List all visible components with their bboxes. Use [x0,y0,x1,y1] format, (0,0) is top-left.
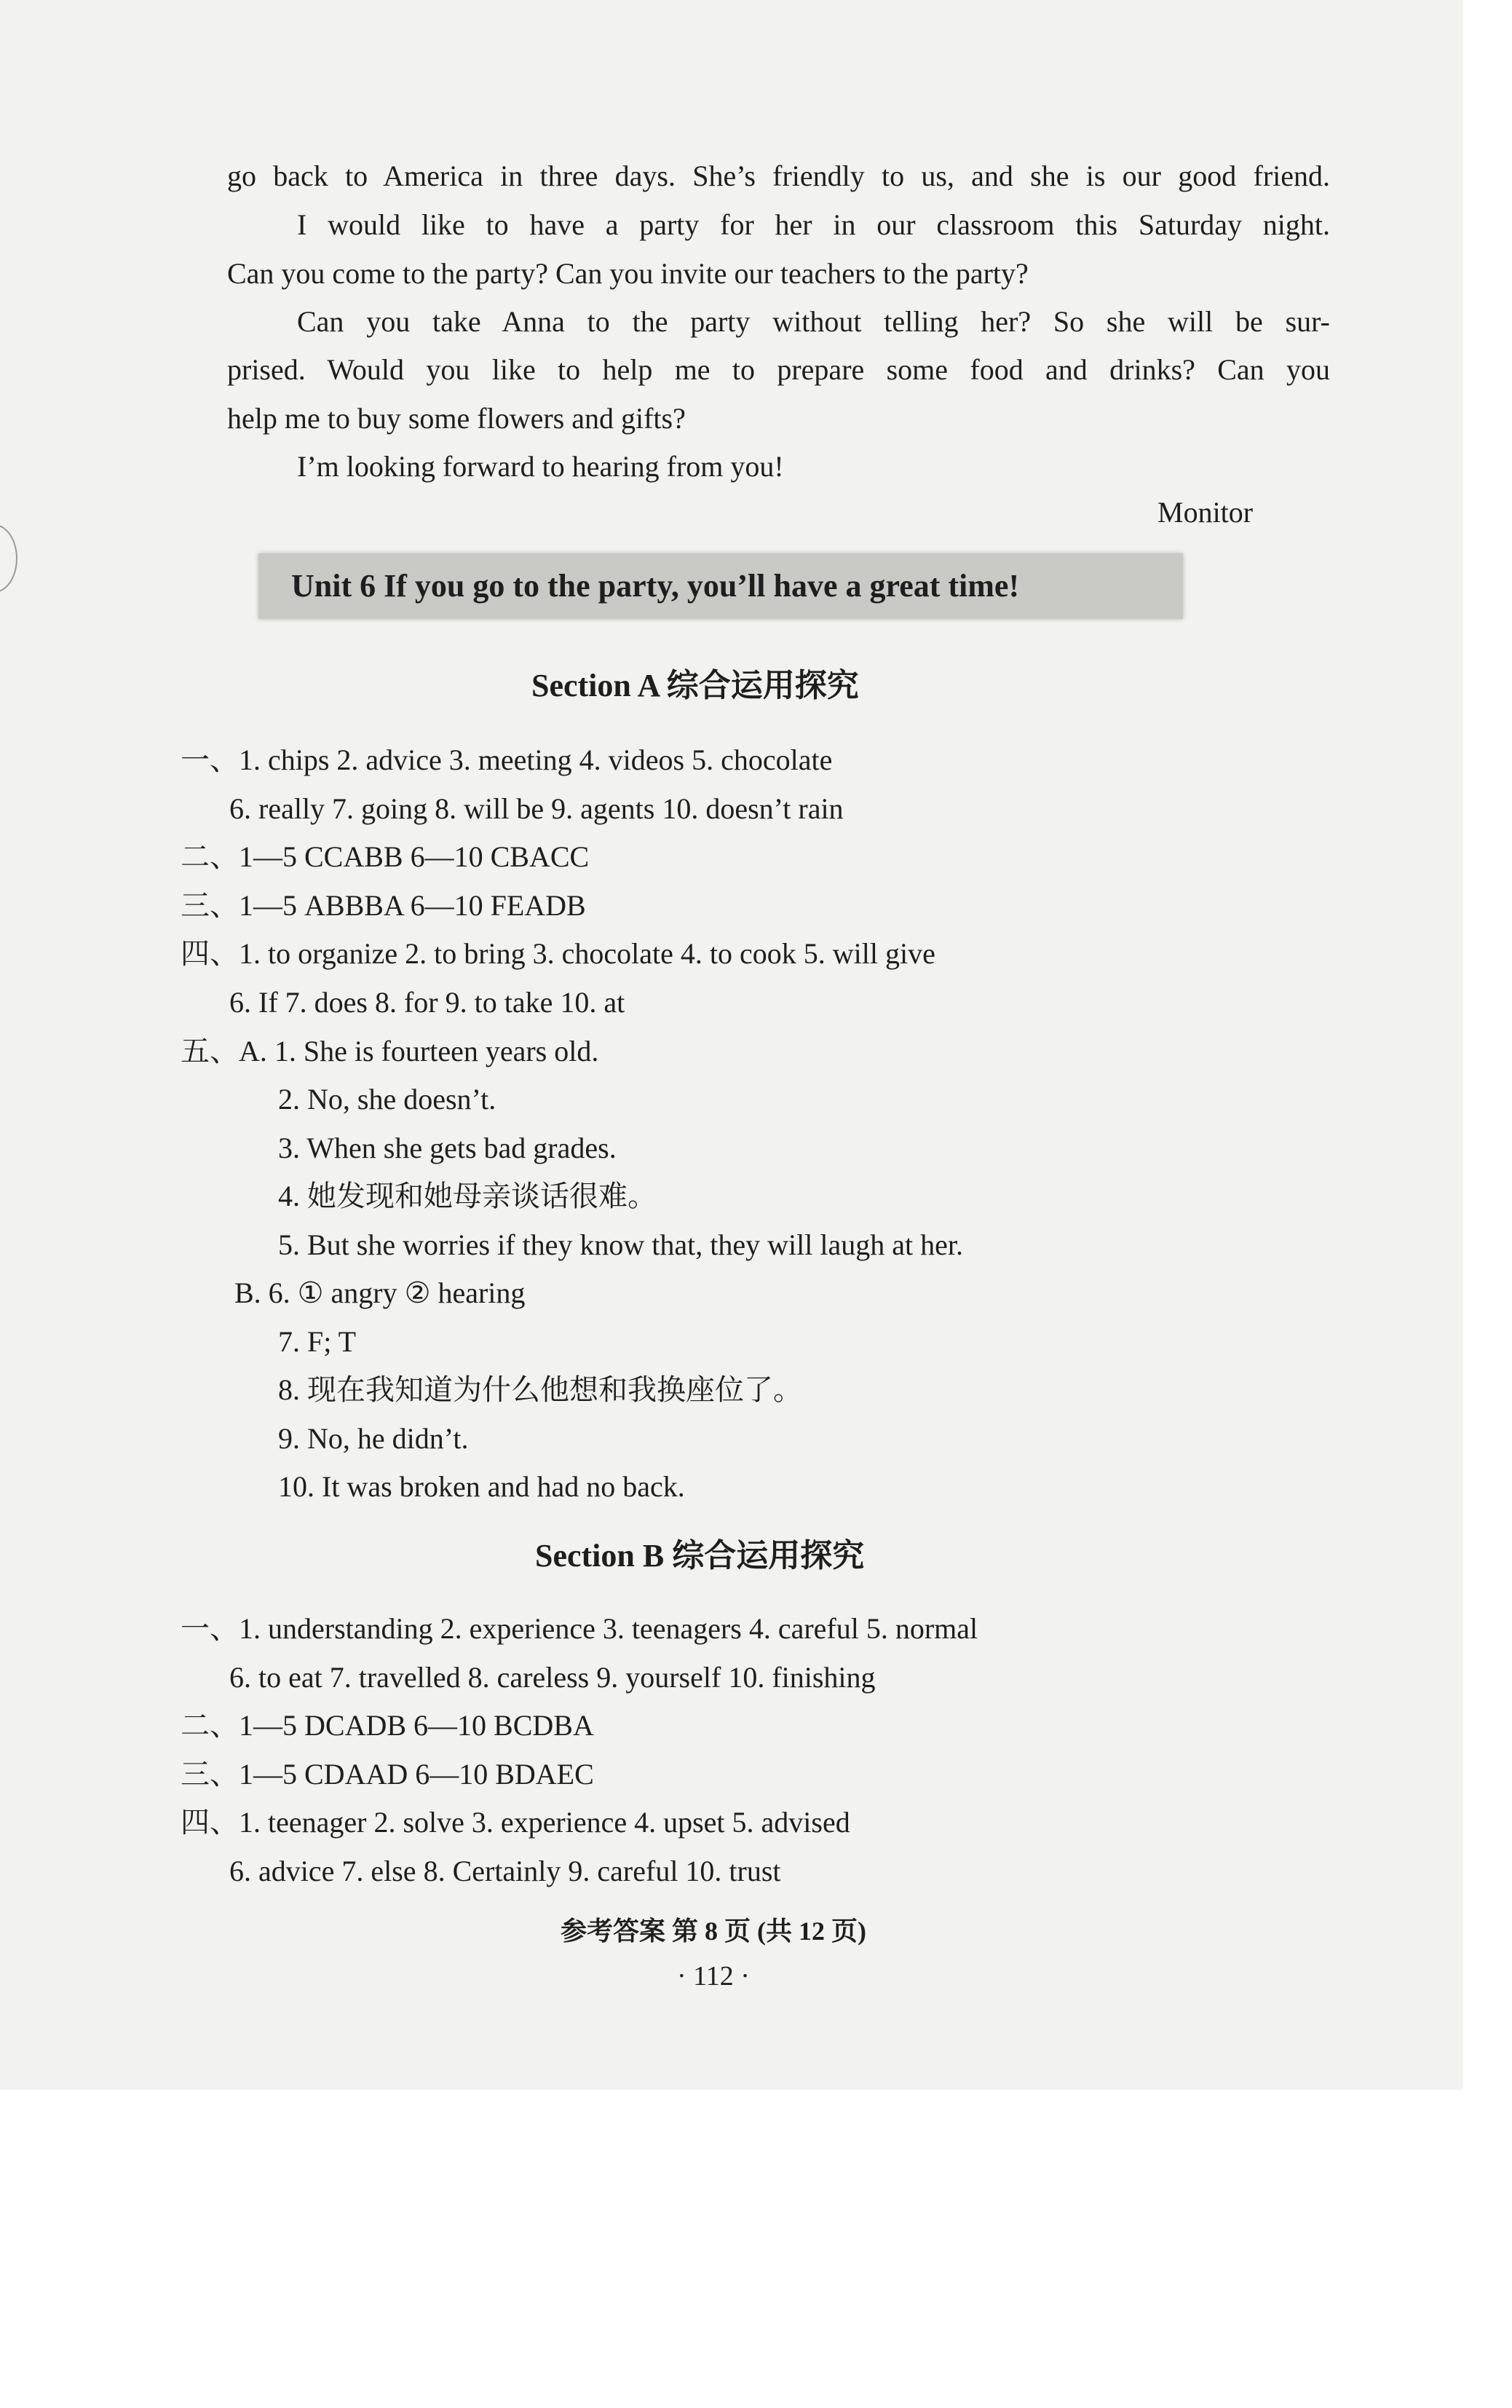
answer-line: 四、1. teenager 2. solve 3. experience 4. upset 5. advised [181,1806,850,1839]
section-a-title: Section A 综合运用探究 [531,668,859,703]
answer-line: 一、1. chips 2. advice 3. meeting 4. videos 5. chocolate [181,743,833,776]
answer-line: 二、1—5 CCABB 6—10 CBACC [181,840,590,873]
answer-line: 一、1. understanding 2. experience 3. teenagers 4. careful 5. normal [181,1612,978,1645]
answer-line: 10. It was broken and had no back. [278,1470,685,1503]
page-edge-mark [0,524,17,593]
letter-line-3: Can you come to the party? Can you invite our teachers to the party? [227,257,1029,290]
letter-signature: Monitor [1157,496,1254,529]
answer-line: 6. to eat 7. travelled 8. careless 9. yourself 10. finishing [229,1661,876,1694]
answer-line: 三、1—5 ABBBA 6—10 FEADB [181,889,586,922]
letter-line-4: Can you take Anna to the party without telling her? So she will be sur- [297,305,1330,338]
answer-line: 6. If 7. does 8. for 9. to take 10. at [229,986,625,1019]
answer-line: 9. No, he didn’t. [278,1422,469,1455]
answer-line: 5. But she worries if they know that, they will laugh at her. [278,1228,963,1261]
answer-line: 8. 现在我知道为什么他想和我换座位了。 [278,1373,802,1406]
letter-line-1: go back to America in three days. She’s friendly to us, and she is our good friend. [227,159,1330,192]
answer-line: 四、1. to organize 2. to bring 3. chocolate 4. to cook 5. will give [181,937,935,970]
answer-line: 五、A. 1. She is fourteen years old. [181,1035,599,1067]
unit-title: Unit 6 If you go to the party, you’ll have a great time! [291,568,1020,604]
answer-line: 4. 她发现和她母亲谈话很难。 [278,1180,657,1212]
page-number: · 112 · [677,1961,750,1991]
answer-line: 2. No, she doesn’t. [278,1083,496,1116]
footer-label: 参考答案 第 8 页 (共 12 页) [561,1916,866,1946]
letter-line-2: I would like to have a party for her in our classroom this Saturday night. [297,208,1330,241]
letter-line-6: help me to buy some flowers and gifts? [227,402,686,435]
answer-line: 3. When she gets bad grades. [278,1132,617,1164]
answer-line: 6. advice 7. else 8. Certainly 9. careful 10. trust [229,1855,781,1887]
answer-line: 二、1—5 DCADB 6—10 BCDBA [181,1709,594,1742]
answer-line: 6. really 7. going 8. will be 9. agents 10. doesn’t rain [229,792,844,825]
section-b-title: Section B 综合运用探究 [535,1538,865,1574]
answer-line: 三、1—5 CDAAD 6—10 BDAEC [181,1758,594,1791]
unit-title-banner [258,553,1183,619]
answer-line: B. 6. ① angry ② hearing [234,1276,526,1309]
letter-line-7: I’m looking forward to hearing from you! [297,450,784,483]
letter-line-5: prised. Would you like to help me to prepare some food and drinks? Can you [227,353,1330,386]
answer-line: 7. F; T [278,1325,357,1358]
